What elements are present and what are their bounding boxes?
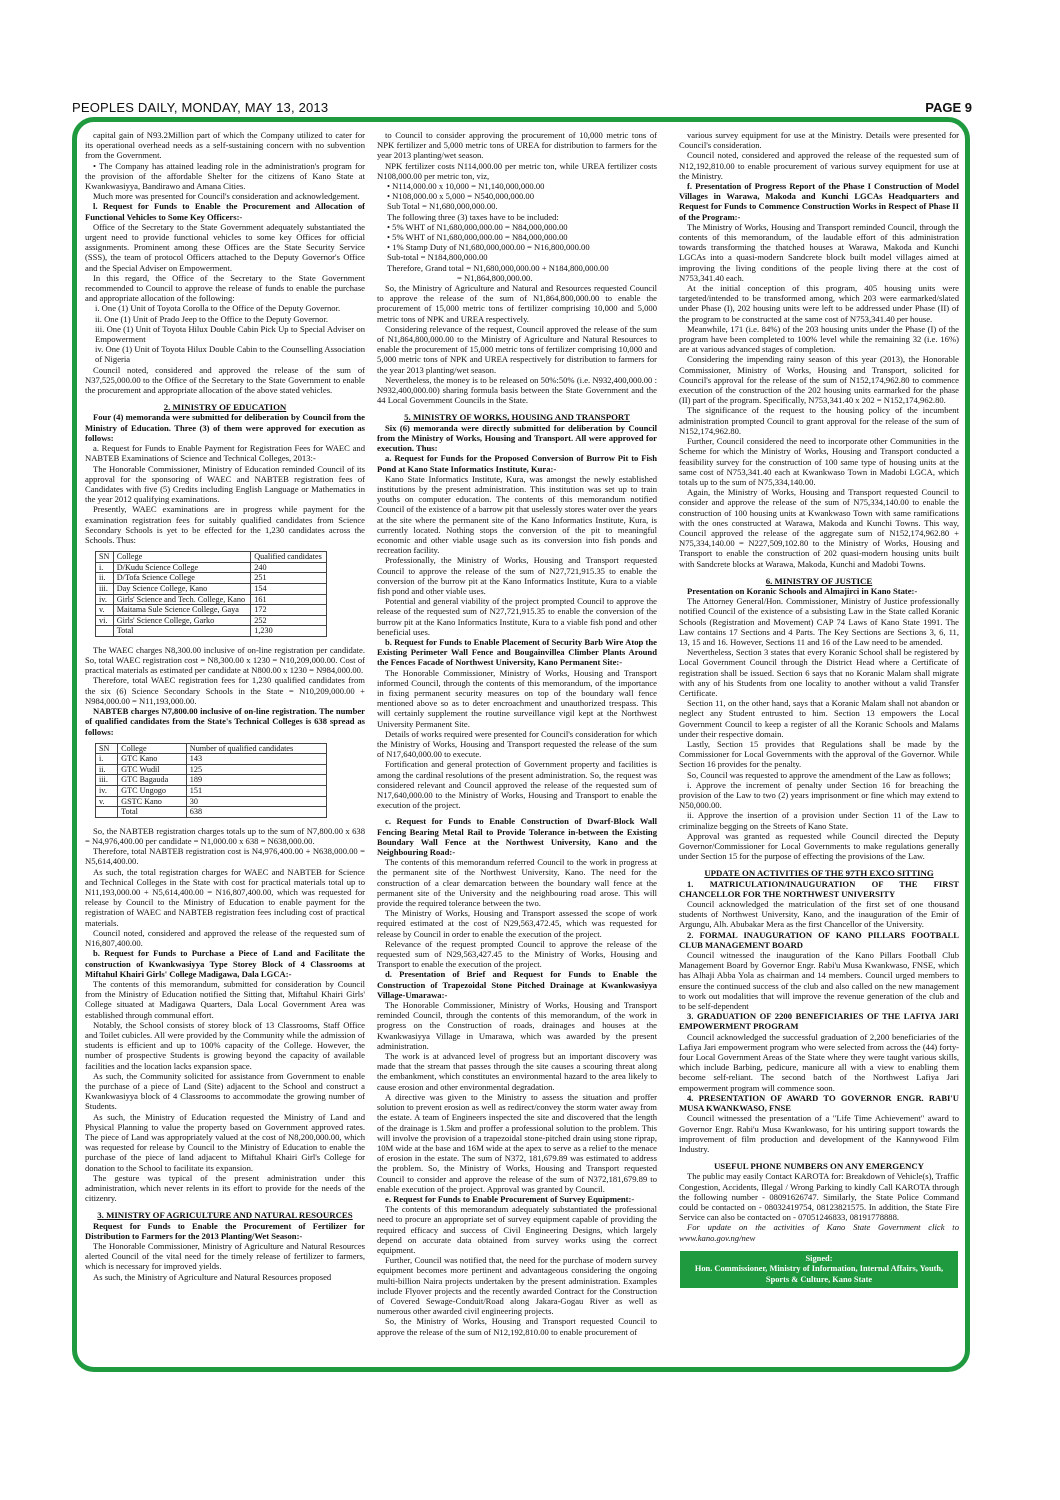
paragraph: ii. Approve the insertion of a provision under Section 11 of the Law to criminalize begging on the Streets of Kano State. (679, 810, 959, 831)
paragraph: Further, Council considered the need to incorporate other Communities in the Scheme for which the Ministry of Works, Housing and Transport conducted a feasibility survey for the construction of 100 same type of housing units at the same cost of N753,341.40 each at Kwankwaso Town in Madobi LGCA, which totals up to the sum of N75,334,140.00. (679, 436, 959, 487)
paragraph: Council witnessed the presentation of a "Life Time Achievement" award to Governor Engr. Rabi'u Musa Kwankwaso, for his untiring support towards the improvement of film production and development of the Kannywood Film Industry. (679, 1113, 959, 1154)
paragraph: Lastly, Section 15 provides that Regulations shall be made by the Commissioner for Local Governments with the approval of the Governor. While Section 16 provides for the penalty. (679, 738, 959, 770)
table-row (96, 562, 327, 573)
list-item: • 5% WHT of N1,680,000,000.00 = N84,000,000.00 (387, 232, 568, 243)
paragraph: Meanwhile, 171 (i.e. 84%) of the 203 housing units under the Phase (I) of the program have been completed to 100% level while the remaining 32 (i.e. 16%) are at various advanced stages of completion. (679, 323, 959, 355)
paragraph: capital gain of N93.2Million part of which the Company utilized to cater for its operational overhead needs as a self-sustaining concern with no subvention from the Government. (85, 130, 365, 161)
table-cell: iv. (96, 786, 118, 797)
paragraph: The work is at advanced level of progress but an important discovery was made that the stream that passes through the site causes a scouring threat along the embankment, which constitutes an environmental hazard to the area likely to cause erosion and other environmental degradation. (377, 1051, 657, 1092)
paragraph: Relevance of the request prompted Council to approve the release of the requested sum of N29,563,427.45 to the Ministry of Works, Housing and Transport to enable the execution of the project. (377, 938, 657, 970)
table-header: College (118, 743, 187, 754)
paragraph: The Ministry of Works, Housing and Transport assessed the scope of work required estimated at the cost of N29,563,472.45, which was requested for release by Council in order to enable the execution of the project. (377, 908, 657, 939)
table-cell: 240 (251, 562, 327, 573)
paragraph: Council noted, considered and approved the release of the requested sum of N12,192,810.00 to enable procurement of various survey equipment for use at the Ministry. (679, 150, 959, 181)
table-cell: Girls' Science College, Garko (113, 615, 251, 626)
table-cell: iii. (96, 775, 118, 786)
table-row (96, 605, 327, 616)
table-cell: i. (96, 562, 114, 573)
ministry-heading: 5. MINISTRY OF WORKS, HOUSING AND TRANSPORT (404, 412, 630, 423)
list-item: • 5% WHT of N1,680,000,000.00 = N84,000,000.00 (387, 221, 568, 232)
paragraph: Much more was presented for Council's consideration and acknowledgement. (93, 191, 360, 202)
table-cell: 638 (186, 807, 326, 818)
paragraph: The Attorney General/Hon. Commissioner, Ministry of Justice professionally notified Council of the existence of a subsisting Law in the State called Koranic Schools (Registration and Movement) CAP 74 Laws of Kano State 1991. The Law contains 17 Sections and 4 Parts. The Key Sections are Sections 3, 6, 11, 13, 15 and 16. However, Sections 11 and 16 of the Law need to be amended. (679, 596, 959, 647)
table-cell: 251 (251, 573, 327, 584)
paragraph: The Honorable Commissioner, Ministry of Agriculture and Natural Resources alerted Council of the vital need for the timely release of fertilizer to farmers, which is necessary for improved yields. (85, 1240, 365, 1272)
paragraph: So, Council was requested to approve the amendment of the Law as follows; (687, 769, 951, 780)
paragraph: • The Company has attained leading role in the administration's program for the provision of the affordable Shelter for the citizens of Kano State at Kwankwasiyya, Bandirawo and Amana Cities. (85, 160, 365, 192)
section-heading: b. Request for Funds to Purchase a Piece of Land and Facilitate the construction of Kwankwasiyya Type Storey Block of 4 Classrooms at Miftahul Khairi Girls' College Madigawa, Dala LGCA:- (85, 948, 365, 979)
paragraph: Nevertheless, the money is to be released on 50%:50% (i.e. N932,400,000.00 : N932,400,000.00) sharing formula basis between the State Government and the 44 Local Government Councils in the State. (377, 374, 657, 406)
paragraph: So, the Ministry of Agriculture and Natural and Resources requested Council to approve the release of the sum of N1,864,800,000.00 to enable the procurement of 15,000 metric tons of fertilizer comprising 10,000 and 5,000 metric tons of NPK and UREA respectively. (377, 283, 657, 324)
list-item: Sub-total = N184,800,000.00 (387, 252, 488, 263)
paragraph: NPK fertilizer costs N114,000.00 per metric ton, while UREA fertilizer costs N108,000.00 per metric ton, viz, (377, 160, 657, 181)
paragraph: i. Approve the increment of penalty under Section 16 for breaching the provision of the Law to two (2) years imprisonment or fine which may extend to N50,000.00. (679, 779, 959, 811)
section-heading: 2. FORMAL INAUGURATION OF KANO PILLARS FOOTBALL CLUB MANAGEMENT BOARD (679, 929, 959, 950)
paragraph: The Honorable Commissioner, Ministry of Works, Housing and Transport reminded Council, through the contents of this memorandum, of the work in progress on the Construction of roads, drainages and houses at the Kwankwasiyya Village in Umarawa, which was awarded by the present administration. (377, 1000, 657, 1051)
table-cell: D/Kudu Science College (113, 562, 251, 573)
paragraph: Fortification and general protection of Government property and facilities is among the cardinal resolutions of the present administration. So, the request was considered relevant and Council approved the release of the requested sum of N17,640,000.00 to the Ministry of Works, Housing and Transport to enable the execution of the project. (377, 759, 657, 811)
table-header: Qualified candidates (251, 552, 327, 563)
ministry-heading: 2. MINISTRY OF EDUCATION (163, 402, 287, 413)
table-header: SN (96, 552, 114, 563)
list-item: The following three (3) taxes have to be included: (387, 211, 559, 222)
paragraph: The gesture was typical of the present administration under this administration, which never relents in its effort to provide for the needs of the citizenry. (85, 1172, 365, 1204)
paragraph: The Ministry of Works, Housing and Transport reminded Council, through the contents of this memorandum, of the laudable effort of this administration towards transforming the thatched houses at Warawa, Makoda and Kunchi LGCAs into a quasi-modern Sandcrete block built model villages aimed at improving the living conditions of the people living there at the cost of N753,341.40 each. (679, 221, 959, 283)
signed-box (680, 1251, 958, 1289)
table-cell: vi. (96, 615, 114, 626)
column-3 (679, 130, 959, 1360)
table-total-row (96, 807, 327, 818)
table-cell: 125 (186, 764, 326, 775)
table-cell: v. (96, 796, 118, 807)
list-item: Therefore, Grand total = N1,680,000,000.00 + N184,800,000.00 (387, 262, 609, 273)
section-heading: Six (6) memoranda were directly submitted for deliberation by Council from the Ministry of Works, Housing and Transport. All were approved for execution. Thus: (377, 422, 657, 454)
paragraph: NABTEB charges N7,800.00 inclusive of on-line registration. The number of qualified candidates from the State's Technical Colleges is 638 spread as follows: (85, 706, 365, 737)
paragraph: As such, the Ministry of Agriculture and Natural Resources proposed (93, 1271, 332, 1282)
paper-date-line: PEOPLES DAILY, MONDAY, MAY 13, 2013 (72, 100, 329, 115)
paragraph: Council acknowledged the successful graduation of 2,200 beneficiaries of the Lafiya Jari empowerment program who were selected from across the (44) forty-four Local Government Areas of the State where they were taught various skills, which include Barbing, pedicure, manicure all with a view to enabling them become self-reliant. The second batch of the Northwest Lafiya Jari empowerment program will commence soon. (679, 1031, 959, 1093)
table-row (96, 573, 327, 584)
paragraph: As such, the Ministry of Education requested the Ministry of Land and Physical Planning to value the property based on Government approved rates. The piece of Land was appropriately valued at the cost of N8,200,000.00, which was requested for release by Council to the Ministry of Education to enable the purchase of the piece of land adjacent to Miftahul Khairi Girl's College for donation to the School to facilitate its expansion. (85, 1111, 365, 1173)
paragraph: The Honorable Commissioner, Ministry of Education reminded Council of its approval for the sponsoring of WAEC and NABTEB registration fees of Candidates with five (5) Credits including English Language or Mathematics in the year 2012 qualifying examinations. (85, 463, 365, 505)
paragraph: So, the Ministry of Works, Housing and Transport requested Council to approve the release of the sum of N12,192,810.00 to enable procurement of (377, 1316, 657, 1337)
paragraph: Therefore, total WAEC registration fees for 1,230 qualified candidates from the six (6) Science Secondary Schools in the State = N10,209,000.00 + N984,000.00 = N11,193,000.00. (85, 675, 365, 706)
table-cell: D/Tofa Science College (113, 573, 251, 584)
list-item: i. One (1) Unit of Toyota Corolla to the Office of the Deputy Governor. (95, 303, 341, 314)
table-cell: GSTC Kano (118, 796, 187, 807)
table-header-row (96, 743, 327, 754)
section-heading: Request for Funds to Enable the Procurement of Fertilizer for Distribution to Farmers for the 2013 Planting/Wet Season:- (85, 1220, 365, 1241)
table-row (96, 764, 327, 775)
table-header: SN (96, 743, 118, 754)
table-cell: GTC Ungogo (118, 786, 187, 797)
table-cell: GTC Wudil (118, 764, 187, 775)
list-item: = N1,864,800,000.00. (457, 272, 533, 283)
paragraph: The contents of this memorandum adequately substantiated the professional need to procure an appropriate set of survey equipment capable of providing the required efficacy and success of Civil Engineering Designs, which largely depend on accurate data obtained from survey works using the correct equipment. (377, 1204, 657, 1255)
waec-candidates-table (95, 551, 327, 637)
table-cell: i. (96, 754, 118, 765)
emergency-heading: USEFUL PHONE NUMBERS ON ANY EMERGENCY (713, 1161, 925, 1172)
paragraph: Office of the Secretary to the State Government adequately substantiated the urgent need to provide functional vehicles to some key Offices for official assignments. Prominent among these Offices are the State Security Service (SSS), the team of protocol Officers attached to the Deputy Governor's Office and the Special Adviser on Empowerment. (85, 221, 365, 273)
section-heading: Presentation on Koranic Schools and Almajirci in Kano State:- (687, 585, 918, 596)
table-header-row (96, 552, 327, 563)
table-row (96, 594, 327, 605)
table-cell: 172 (251, 605, 327, 616)
section-heading: c. Request for Funds to Enable Construction of Dwarf-Block Wall Fencing Bearing Metal Rail to Provide Tolerance in-between the Existing Boundary Wall Fence at the Northwest University, Kano and the Neighbouring Road:- (377, 816, 657, 858)
paragraph: The significance of the request to the housing policy of the incumbent administration prompted Council to grant approval for the release of the sum of N152,174,962.80. (679, 405, 959, 436)
paragraph: As such, the Community solicited for assistance from Government to enable the purchase of a piece of Land (Site) adjacent to the School and construct a Kwankwasiyya block of 4 Classrooms to accommodate the growing number of Students. (85, 1070, 365, 1112)
table-cell (96, 807, 118, 818)
paragraph: The WAEC charges N8,300.00 inclusive of on-line registration per candidate. So, total WAEC registration cost = N8,300.00 x 1230 = N10,209,000.00. Cost of practical materials as estimated per candidate at N800.00 x 1230 = N984,000.00. (85, 644, 365, 676)
table-row (96, 615, 327, 626)
table-cell: 189 (186, 775, 326, 786)
paragraph: to Council to consider approving the procurement of 10,000 metric tons of NPK fertilizer and 5,000 metric tons of UREA for distribution to farmers for the year 2013 planting/wet season. (377, 130, 657, 161)
paragraph: The contents of this memorandum referred Council to the work in progress at the permanent site of the Northwest University, Kano. The need for the construction of a clear demarcation between the boundary wall fence at the permanent site of the University and the neighbouring road arose. This will provide the required tolerance between the two. (377, 857, 657, 909)
paragraph: Again, the Ministry of Works, Housing and Transport requested Council to consider and approve the release of the sum of N75,334,140.00 to enable the construction of 100 housing units at Kwankwaso Town with same ramifications with the ones constructed at Warawa, Makoda and Kunchi Towns. This way, Council approved the release of the aggregate sum of N152,174,962.80 + N75,334,140.00 = N227,509,102.80 to the Ministry of Works, Housing and Transport to enable the construction of 202 quasi-modern housing units built with Sandcrete blocks at Warawa, Makoda, Kunchi and Madobi Towns. (679, 487, 959, 569)
paragraph: In this regard, the Office of the Secretary to the State Government recommended to Council to approve the release of funds to enable the purchase and appropriate allocation of the following: (85, 272, 365, 304)
paragraph: Further, Council was notified that, the need for the purchase of modern survey equipment becomes more pertinent and advantageous considering the ongoing multi-billion Naira projects undertaken by the present administration. Examples include Flyover projects and the recently awarded Contract for the Construction of Covered Sewage-Conduit/Road along Jakara-Gogau River as well as numerous other awarded civil engineering projects. (377, 1255, 657, 1317)
paragraph: a. Request for Funds to Enable Payment for Registration Fees for WAEC and NABTEB Examinations of Science and Technical Colleges, 2013:- (85, 443, 365, 464)
ministry-heading: 3. MINISTRY OF AGRICULTURE AND NATURAL RESOURCES (97, 1210, 353, 1221)
table-cell: GTC Bagauda (118, 775, 187, 786)
table-cell: 252 (251, 615, 327, 626)
section-heading: f. Presentation of Progress Report of the Phase I Construction of Model Villages in Warawa, Makoda and Kunchi LGCAs Headquarters and Request for Funds to Commence Construction Works in Respect of Phase II of the Program:- (679, 181, 959, 222)
list-item: • N108,000.00 x 5,000 = N540,000,000.00 (387, 191, 535, 202)
table-row (96, 796, 327, 807)
table-cell: Day Science College, Kano (113, 583, 251, 594)
website-link[interactable]: For update on the activities of Kano State Government click to www.kano.gov.ng/new (679, 1222, 959, 1243)
paragraph: At the initial conception of this program, 405 housing units were targeted/intended to be transformed among, which 203 were earmarked/slated under Phase (I), 202 housing units were left to be addressed under Phase (II) of the program to be constructed at the same cost of N753,341.40 per house. (679, 283, 959, 324)
green-page-frame (72, 117, 970, 1372)
signatory: Hon. Commissioner, Ministry of Information, Internal Affairs, Youth, Sports & Culture, Kano State (694, 1264, 944, 1284)
paragraph: Section 11, on the other hand, says that a Koranic Malam shall not abandon or neglect any Student entrusted to him. Section 13 empowers the Local Government Council to keep a register of all the Koranic Schools and Malams under their respective domain. (679, 698, 959, 739)
paragraph: Considering the impending rainy season of this year (2013), the Honorable Commissioner, Ministry of Works, Housing and Transport, solicited for Council's approval for the release of the sum of N152,174,962.80 to commence execution of the construction of the 202 housing units earmarked for the phase (II) part of the program. Specifically, N753,341.40 x 202 = N152,174,962.80. (679, 354, 959, 406)
list-item: ii. One (1) Unit of Prado Jeep to the Office to the Deputy Governor. (95, 313, 329, 324)
paragraph: Notably, the School consists of storey block of 13 Classrooms, Staff Office and Toilet cubicles. All were provided by the Community while the admission of students is efficient and up to 100% capacity of the College. However, the number of prospective Students is growing beyond the capacity of available facilities and the location lacks expansion space. (85, 1019, 365, 1071)
table-cell: 143 (186, 754, 326, 765)
paragraph: Details of works required were presented for Council's consideration for which the Ministry of Works, Housing and Transport requested the release of the sum of N17,640,000.00 to execute. (377, 728, 657, 760)
paragraph: A directive was given to the Ministry to assess the situation and proffer solution to prevent erosion as well as redirect/convey the storm water away from the estate. A team of Engineers inspected the site and discovered that the length of the drainage is 1.5km and proffer a professional solution to the problem. This will involve the provision of a trapezoidal stone-pitched drain using stone riprap, 10M wide at the base and 16M wide at the apex to serve as a relief to the menace of erosion in the estate. The sum of N372, 181,679.89 was estimated to address the problem. So, the Ministry of Works, Housing and Transport requested Council to consider and approve the release of the sum of N372,181,679.89 to enable execution of the project. Approval was granted by Council. (377, 1091, 657, 1194)
section-heading: Four (4) memoranda were submitted for deliberation by Council from the Ministry of Education. Three (3) of them were approved for execution as follows: (85, 412, 365, 443)
table-total-row (96, 626, 327, 637)
table-cell (96, 626, 114, 637)
section-heading: l. Request for Funds to Enable the Procurement and Allocation of Functional Vehicles to Some Key Officers:- (85, 201, 365, 222)
table-header: Number of qualified candidates (186, 743, 326, 754)
page-number: PAGE 9 (925, 100, 972, 115)
table-row (96, 786, 327, 797)
table-row (96, 775, 327, 786)
list-item: iii. One (1) Unit of Toyota Hilux Double Cabin Pick Up to Special Adviser on Empowerment (95, 323, 365, 345)
table-cell: 30 (186, 796, 326, 807)
signed-label: Signed: (805, 1253, 833, 1263)
ministry-heading: 6. MINISTRY OF JUSTICE (765, 575, 873, 586)
paragraph: The public may easily Contact KAROTA for: Breakdown of Vehicle(s), Traffic Congestion, Accidents, Illegal / Wrong Parking to kindly Call KAROTA through the following number - 08091626747. Similarly, the State Police Command could be contacted on - 08032419754, 08123821575. In addition, the State Fire Service can also be contacted on - 07051246833, 08191778888. (679, 1171, 959, 1223)
table-cell: GTC Kano (118, 754, 187, 765)
table-cell: 151 (186, 786, 326, 797)
paragraph: Council witnessed the inauguration of the Kano Pillars Football Club Management Board by Governor Engr. Rabi'u Musa Kwankwaso, FNSE, which has Alhaji Abba Yola as chairman and 14 members. Council urged members to ensure the continued success of the club and also called on the new management to work out modalities that will improve the revenue generation of the club and to be self-dependent (679, 950, 959, 1012)
paragraph: Council acknowledged the matriculation of the first set of one thousand students of Northwest University, Kano, and the inauguration of the Emir of Argungu, Alh. Abubakar Mera as the first Chancellor of the University. (679, 899, 959, 930)
paragraph: Council noted, considered and approved the release of the requested sum of N16,807,400.00. (85, 927, 365, 949)
table-cell: Total (113, 626, 251, 637)
list-item: • 1% Stamp Duty of N1,680,000,000.00 = N16,800,000.00 (387, 242, 590, 253)
table-cell: 1,230 (251, 626, 327, 637)
table-cell: ii. (96, 764, 118, 775)
paragraph: So, the NABTEB registration charges totals up to the sum of N7,800.00 x 638 = N4,976,400.00 per candidate = N1,000.00 x 638 = N638,000.00. (85, 825, 365, 847)
table-row (96, 583, 327, 594)
list-item: • N114,000.00 x 10,000 = N1,140,000,000.00 (387, 181, 545, 192)
paragraph: Presently, WAEC examinations are in progress while payment for the examination registration fees for suitably qualified candidates from Science Secondary Schools is yet to be effected for the 1,230 candidates across the Schools. Thus: (85, 504, 365, 545)
table-cell: ii. (96, 573, 114, 584)
paragraph: Professionally, the Ministry of Works, Housing and Transport requested Council to approve the release of the sum of N27,721,915.35 to enable the conversion of the burrow pit at the Kano Informatics Institute, Kura to a viable fish pond and other viable uses. (377, 555, 657, 596)
list-item: iv. One (1) Unit of Toyota Hilux Double Cabin to the Counselling Association of Nigeria (95, 344, 365, 365)
table-cell: Total (118, 807, 187, 818)
column-2 (377, 130, 657, 1360)
section-heading: 4. PRESENTATION OF AWARD TO GOVERNOR ENGR. RABI'U MUSA KWANKWASO, FNSE (679, 1092, 959, 1114)
paragraph: The Honorable Commissioner, Ministry of Works, Housing and Transport informed Council, through the contents of this memorandum, of the importance in fixing permanent security measures on top of the boundary wall fence mentioned above so as to deter encroachment and unauthorized trespass. This will certainly supplement the routine surveillance vigil kept at the Northwest University Permanent Site. (377, 667, 657, 729)
table-cell: Maitama Sule Science College, Gaya (113, 605, 251, 616)
table-cell: iii. (96, 583, 114, 594)
table-header: College (113, 552, 251, 563)
section-heading: e. Request for Funds to Enable Procurement of Survey Equipment:- (385, 1193, 635, 1204)
table-cell: 154 (251, 583, 327, 594)
section-heading: a. Request for Funds for the Proposed Conversion of Burrow Pit to Fish Pond at Kano State Informatics Institute, Kura:- (377, 453, 657, 474)
table-cell: v. (96, 605, 114, 616)
paragraph: various survey equipment for use at the Ministry. Details were presented for Council's consideration. (679, 130, 959, 151)
paragraph: The contents of this memorandum, submitted for consideration by Council from the Ministry of Education notified the Sitting that, Miftahul Khairi Girls' College situated at Madigawa Quarters, Dala Local Government Area was established through communal effort. (85, 978, 365, 1020)
masthead (72, 98, 972, 118)
table-cell: 161 (251, 594, 327, 605)
list-item: Sub Total = N1,680,000,000.00. (387, 201, 498, 212)
section-heading: b. Request for Funds to Enable Placement of Security Barb Wire Atop the Existing Perimeter Wall Fence and Bougainvillea Climber Plants Around the Fences Facade of Northwest University, Kano Permanent Site:- (377, 636, 657, 668)
table-row (96, 754, 327, 765)
paragraph: Kano State Informatics Institute, Kura, was amongst the newly established institutions by the present administration. This institution was set up to train youths on computer education. The contents of this memorandum notified Council of the existence of a barrow pit that uselessly stores water over the years at the site where the permanent site of the Kano Informatics Institute, Kura, is currently located. Nothing stops the conversion of the pit to meaningful economic and other viable usage such as its conversion into fish ponds and recreation facility. (377, 473, 657, 556)
table-cell: iv. (96, 594, 114, 605)
table-cell: Girls' Science and Tech. College, Kano (113, 594, 251, 605)
section-heading: 3. GRADUATION OF 2200 BENEFICIARIES OF THE LAFIYA JARI EMPOWERMENT PROGRAM (679, 1011, 959, 1032)
paragraph: As such, the total registration charges for WAEC and NABTEB for Science and Technical Colleges in the State with cost for practical materials total up to N11,193,000.00 + N5,614,400.00 = N16,807,400.00, which was requested for release by Council to the Ministry of Education to enable payment for the registration of WAEC and NABTEB registration fees including cost of practical materials. (85, 866, 365, 928)
paragraph: Therefore, total NABTEB registration cost is N4,976,400.00 + N638,000.00 = N5,614,400.00. (85, 846, 365, 867)
paragraph: Nevertheless, Section 3 states that every Koranic School shall be registered by Local Government Council through the District Head where a Certificate of registration shall be issued. Section 6 says that no Koranic Malam shall migrate with any of his Students from one locality to another without a valid Transfer Certificate. (679, 647, 959, 698)
paragraph: Council noted, considered and approved the release of the sum of N37,525,000.00 to the Office of the Secretary to the State Government to enable the procurement and appropriate allocation of the above stated vehicles. (85, 364, 365, 396)
update-heading: UPDATE ON ACTIVITIES OF THE 97TH EXCO SITTING (704, 868, 934, 879)
column-1 (85, 130, 365, 1360)
paragraph: Approval was granted as requested while Council directed the Deputy Governor/Commissioner for Local Governments to make regulations generally under Section 15 for the purpose of effecting the provisions of the Law. (679, 830, 959, 862)
section-heading: d. Presentation of Brief and Request for Funds to Enable the Construction of Trapezoidal Stone Pitched Drainage at Kwankwasiyya Village-Umarawa:- (377, 969, 657, 1000)
paragraph: Considering relevance of the request, Council approved the release of the sum of N1,864,800,000.00 to the Ministry of Agriculture and Natural Resources to enable the procurement of 15,000 metric tons of fertilizer comprising 10,000 and 5,000 metric tons of NPK and UREA respectively for distribution to farmers for the year 2013 planting/wet season. (377, 323, 657, 375)
nabteb-candidates-table (95, 743, 327, 818)
paragraph: Potential and general viability of the project prompted Council to approve the release of the requested sum of N27,721,915.35 to enable the conversion of the burrow pit at the Kano Informatics Institute, Kura to a viable fish pond and other beneficial uses. (377, 596, 657, 637)
section-heading: 1. MATRICULATION/INAUGURATION OF THE FIRST CHANCELLOR FOR THE NORTHWEST UNIVERSITY (679, 878, 959, 899)
